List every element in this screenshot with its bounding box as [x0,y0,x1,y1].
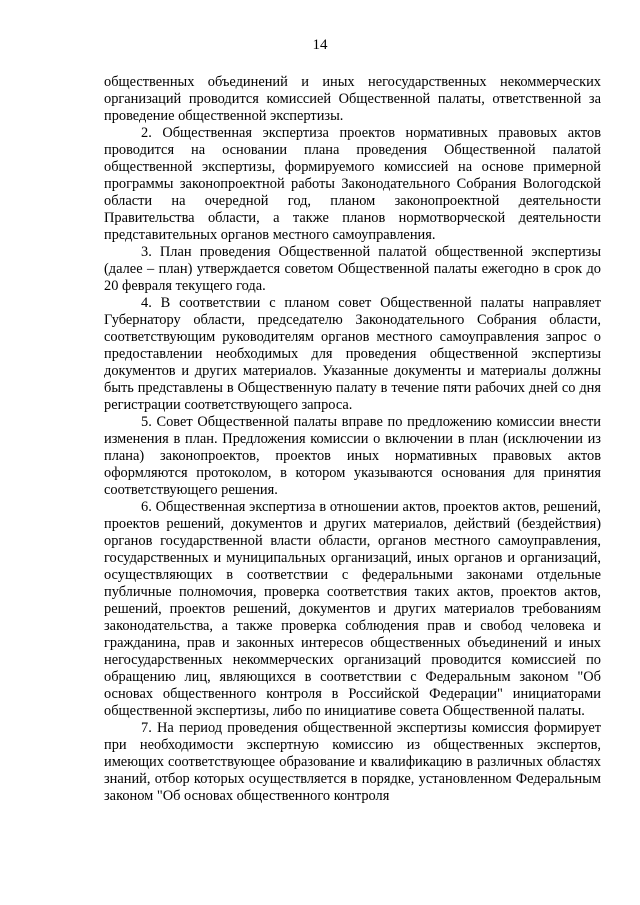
page-number: 14 [312,37,328,53]
paragraph-continuation: общественных объединений и иных негосударственных некоммерческих организаций проводится комиссией Общественной палаты, ответственной за проведение общественной экспертизы. [104,74,601,124]
paragraph-item-3: 3. План проведения Общественной палатой общественной экспертизы (далее – план) утверждается советом Общественной палаты ежегодно в срок до 20 февраля текущего года. [104,244,601,294]
paragraph-item-6: 6. Общественная экспертиза в отношении актов, проектов актов, решений, проектов решений, документов и других материалов, действий (бездействия) органов государственной власти области, органов местного самоуправления, государственных и муниципальных организаций, иных органов и организаций, осуществляющих в соответствии с федеральными законами отдельные публичные полномочия, проверка соответствия таких актов, проектов актов, решений, проектов решений, документов и других материалов требованиям законодательства, а также проверка соблюдения прав и свобод человека и гражданина, прав и законных интересов общественных объединений и иных негосударственных некоммерческих организаций проводится комиссией по обращению лиц, являющихся в соответствии с Федеральным законом "Об основах общественного контроля в Российской Федерации" инициаторами общественной экспертизы, либо по инициативе совета Общественной палаты. [104,499,601,719]
paragraph-item-2: 2. Общественная экспертиза проектов нормативных правовых актов проводится на основании плана проведения Общественной палатой общественной экспертизы, формируемого комиссией на основе примерной программы законопроектной работы Законодательного Собрания Вологодской области на очередной год, планом законопроектной деятельности Правительства области, а также планов нормотворческой деятельности представительных органов местного самоуправления. [104,125,601,243]
paragraph-item-7: 7. На период проведения общественной экспертизы комиссия формирует при необходимости экспертную комиссию из общественных экспертов, имеющих соответствующее образование и квалификацию в различных областях знаний, отбор которых осуществляется в порядке, установленном Федеральным законом "Об основах общественного контроля [104,720,601,804]
paragraph-item-4: 4. В соответствии с планом совет Общественной палаты направляет Губернатору области, председателю Законодательного Собрания области, соответствующим руководителям органов местного самоуправления запрос о предоставлении необходимых для проведения общественной экспертизы документов и других материалов. Указанные документы и материалы должны быть представлены в Общественную палату в течение пяти рабочих дней со дня регистрации соответствующего запроса. [104,295,601,413]
document-body [104,74,601,805]
paragraph-item-5: 5. Совет Общественной палаты вправе по предложению комиссии внести изменения в план. Предложения комиссии о включении в план (исключении из плана) законопроектов, проектов иных нормативных правовых актов оформляются протоколом, в котором указываются основания для принятия соответствующего решения. [104,414,601,498]
